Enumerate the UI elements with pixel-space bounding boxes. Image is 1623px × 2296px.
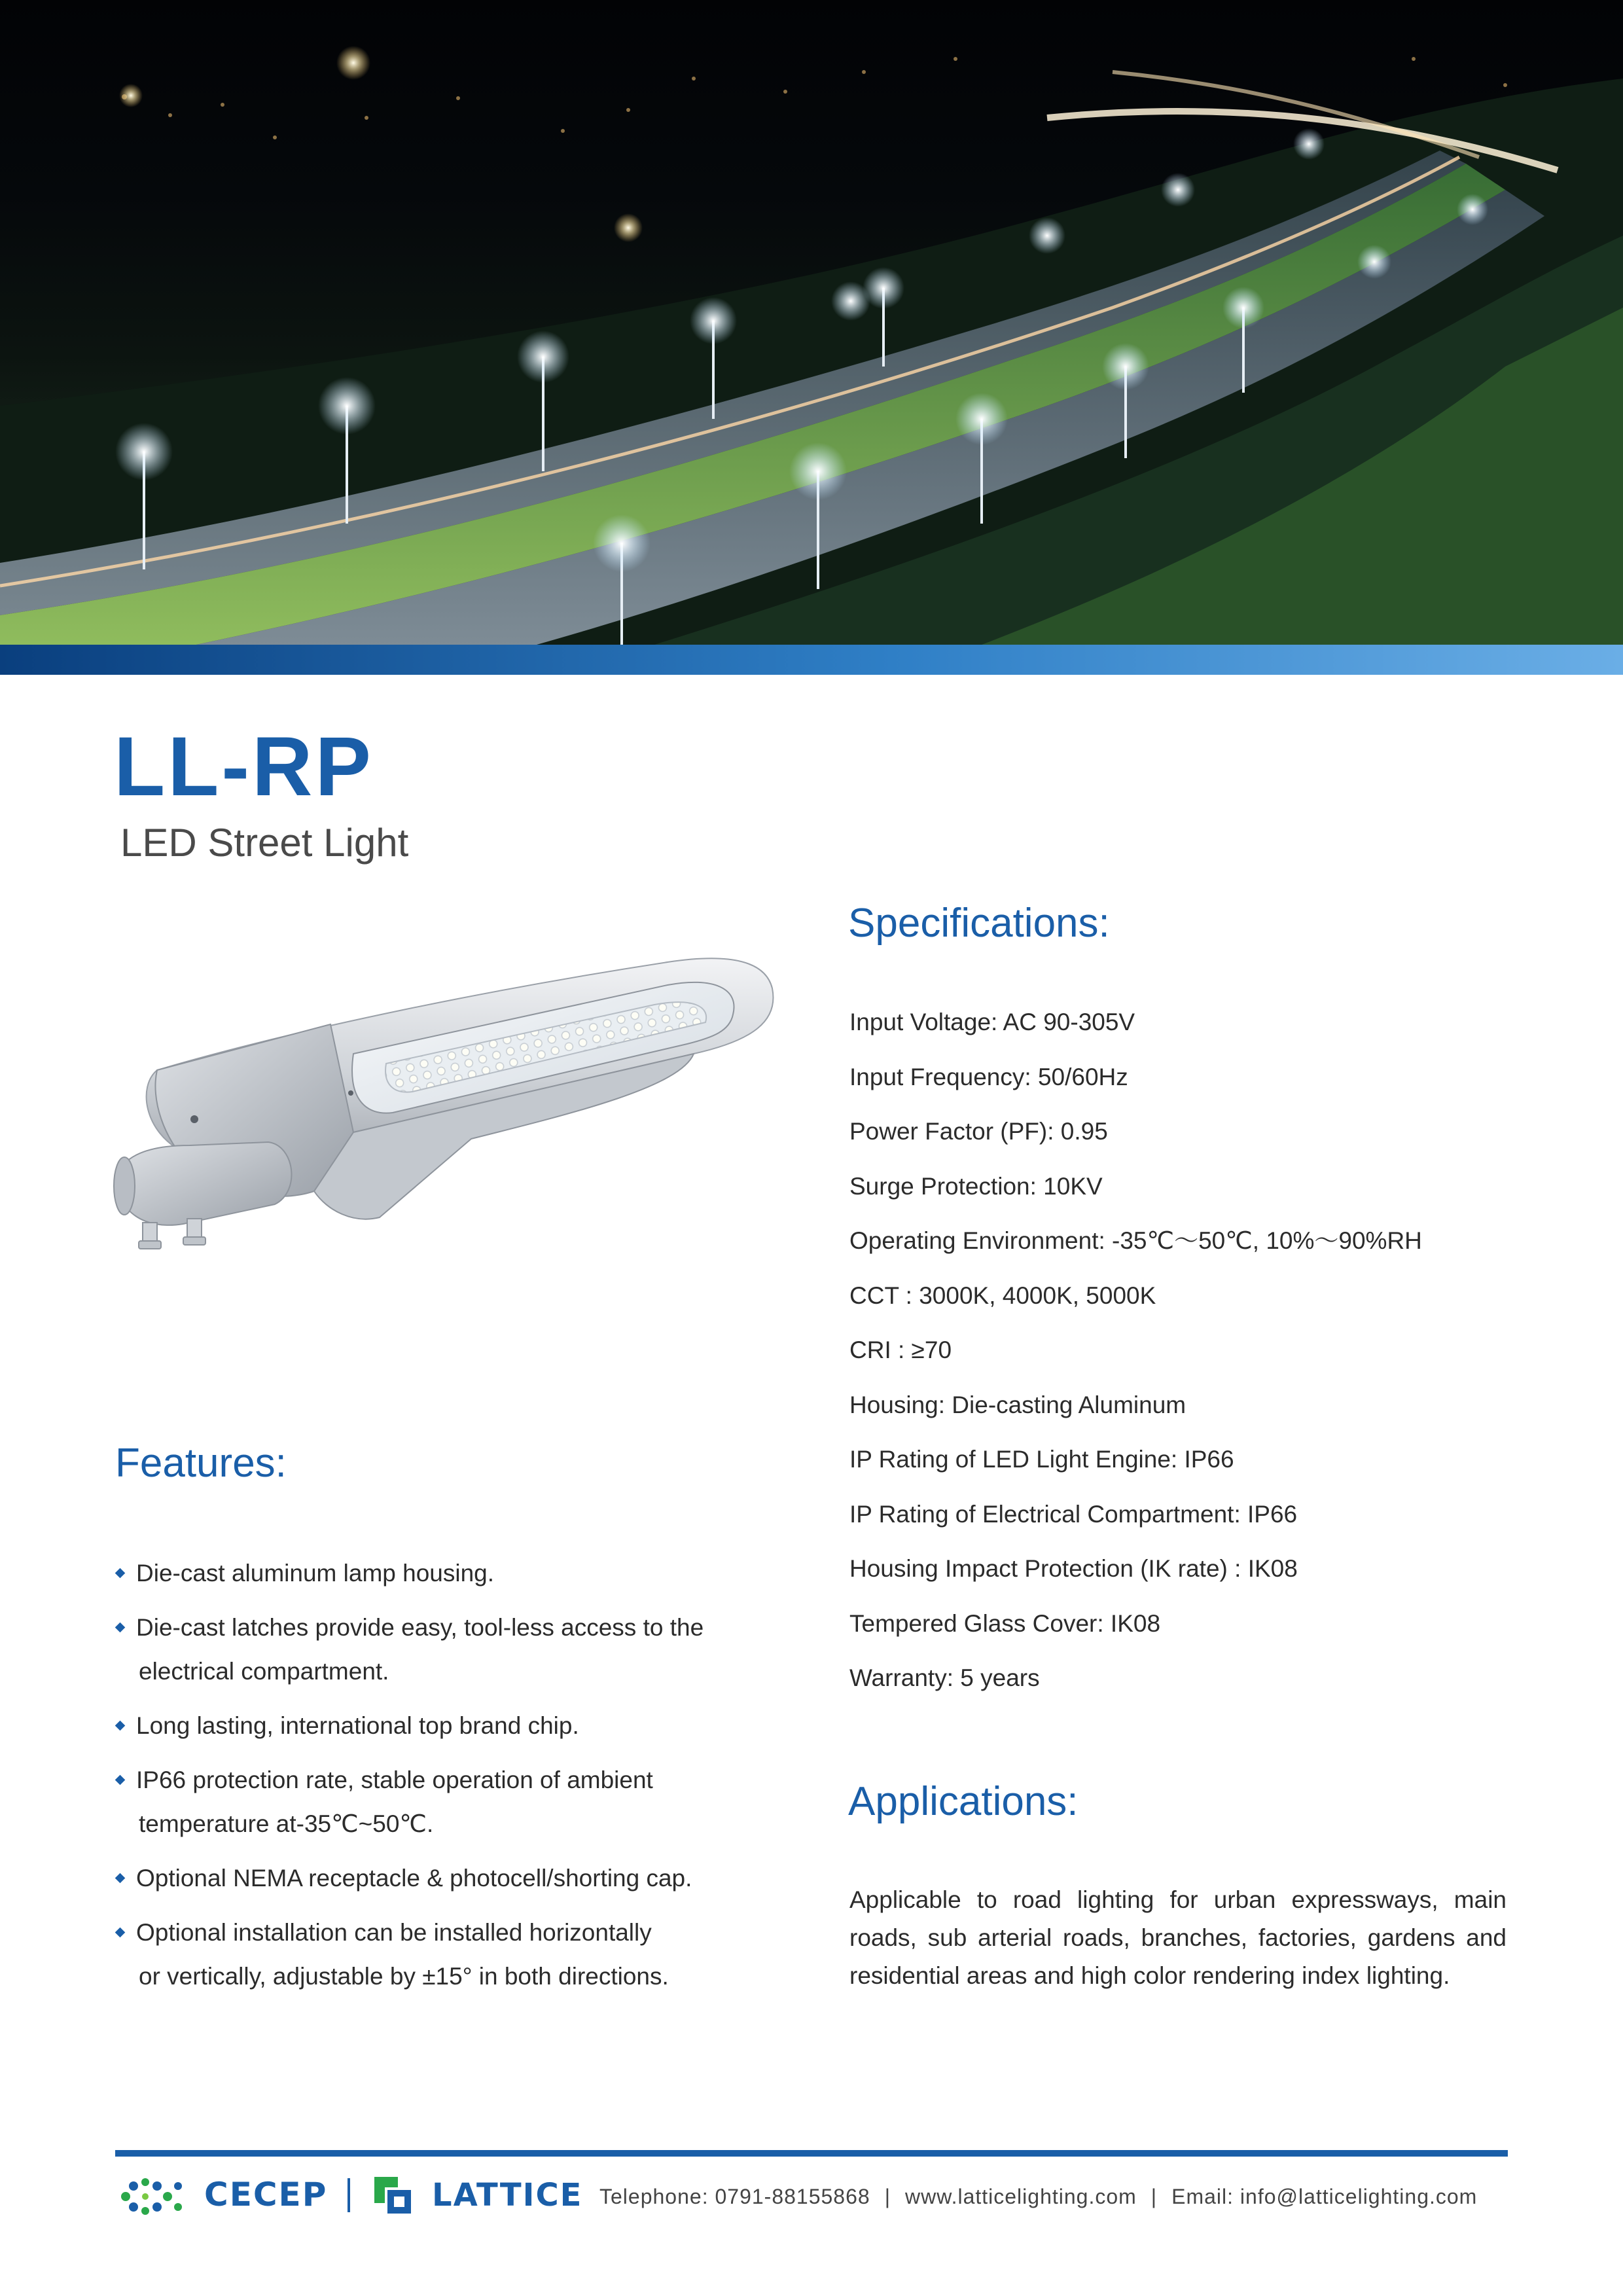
cecep-logo-icon	[118, 2177, 190, 2216]
product-subtitle: LED Street Light	[120, 821, 409, 865]
hero-blue-band	[0, 645, 1623, 675]
feature-line: Long lasting, international top brand chip.	[136, 1712, 579, 1739]
website-link[interactable]: www.latticelighting.com	[905, 2185, 1137, 2208]
feature-item	[115, 1856, 770, 1900]
spec-item: Housing Impact Protection (IK rate) : IK08	[849, 1555, 1298, 1582]
spec-item: Operating Environment: -35℃～50℃, 10%～90%RH	[849, 1227, 1422, 1254]
hero-photo	[0, 0, 1623, 645]
feature-item	[115, 1605, 770, 1693]
diamond-bullet-icon	[115, 1873, 126, 1884]
spec-item: Tempered Glass Cover: IK08	[849, 1609, 1161, 1637]
telephone: Telephone: 0791-88155868	[599, 2185, 870, 2208]
night-highway-illustration	[0, 0, 1623, 645]
model-title: LL-RP	[114, 720, 374, 814]
features-list	[115, 1551, 770, 2009]
spec-item: Surge Protection: 10KV	[849, 1172, 1103, 1200]
diamond-bullet-icon	[115, 1928, 126, 1938]
feature-line-continued: electrical compartment.	[139, 1658, 389, 1685]
feature-line: Optional NEMA receptacle & photocell/shorting cap.	[136, 1865, 692, 1892]
diamond-bullet-icon	[115, 1568, 126, 1579]
feature-item	[115, 1758, 770, 1846]
spec-item: IP Rating of Electrical Compartment: IP66	[849, 1500, 1298, 1528]
product-image	[105, 916, 798, 1296]
specifications-title: Specifications:	[848, 901, 1110, 946]
feature-item	[115, 1551, 770, 1595]
spec-item: Input Voltage: AC 90-305V	[849, 1009, 1135, 1035]
cecep-logo-text: CECEP	[204, 2176, 328, 2214]
lattice-logo-text: LATTICE	[432, 2177, 583, 2214]
feature-line-continued: temperature at-35℃~50℃.	[139, 1810, 434, 1837]
feature-line: Die-cast latches provide easy, tool-less access to the	[136, 1614, 704, 1641]
diamond-bullet-icon	[115, 1623, 126, 1633]
specifications-list	[849, 1008, 1537, 1719]
spec-item: IP Rating of LED Light Engine: IP66	[849, 1446, 1234, 1473]
spec-item: Power Factor (PF): 0.95	[849, 1118, 1108, 1145]
separator: |	[884, 2185, 891, 2208]
feature-line-continued: or vertically, adjustable by ±15° in both directions.	[139, 1963, 669, 1990]
spec-item: CCT : 3000K, 4000K, 5000K	[849, 1282, 1156, 1309]
spec-item: CRI : ≥70	[849, 1336, 952, 1363]
feature-line: Optional installation can be installed horizontally	[136, 1919, 652, 1946]
street-light-fixture-illustration	[105, 916, 798, 1296]
features-title: Features:	[115, 1441, 287, 1486]
feature-item	[115, 1910, 770, 1998]
lattice-logo-icon	[372, 2174, 414, 2216]
feature-line: IP66 protection rate, stable operation of ambient	[136, 1767, 653, 1793]
spec-item: Warranty: 5 years	[849, 1664, 1040, 1691]
diamond-bullet-icon	[115, 1721, 126, 1731]
diamond-bullet-icon	[115, 1775, 126, 1785]
applications-title: Applications:	[848, 1779, 1079, 1824]
feature-item	[115, 1704, 770, 1748]
footer-divider	[115, 2150, 1508, 2157]
contact-info	[599, 2186, 1477, 2207]
logo-separator	[348, 2178, 350, 2212]
email-link[interactable]: Email: info@latticelighting.com	[1171, 2185, 1478, 2208]
feature-line: Die-cast aluminum lamp housing.	[136, 1560, 495, 1587]
separator: |	[1150, 2185, 1158, 2208]
footer	[115, 2172, 1508, 2220]
spec-item: Input Frequency: 50/60Hz	[849, 1063, 1128, 1090]
applications-text: Applicable to road lighting for urban expressways, main roads, sub arterial roads, branches, factories, gardens and residential areas and high color rendering index lighting.	[849, 1886, 1507, 1989]
spec-item: Housing: Die-casting Aluminum	[849, 1391, 1186, 1418]
